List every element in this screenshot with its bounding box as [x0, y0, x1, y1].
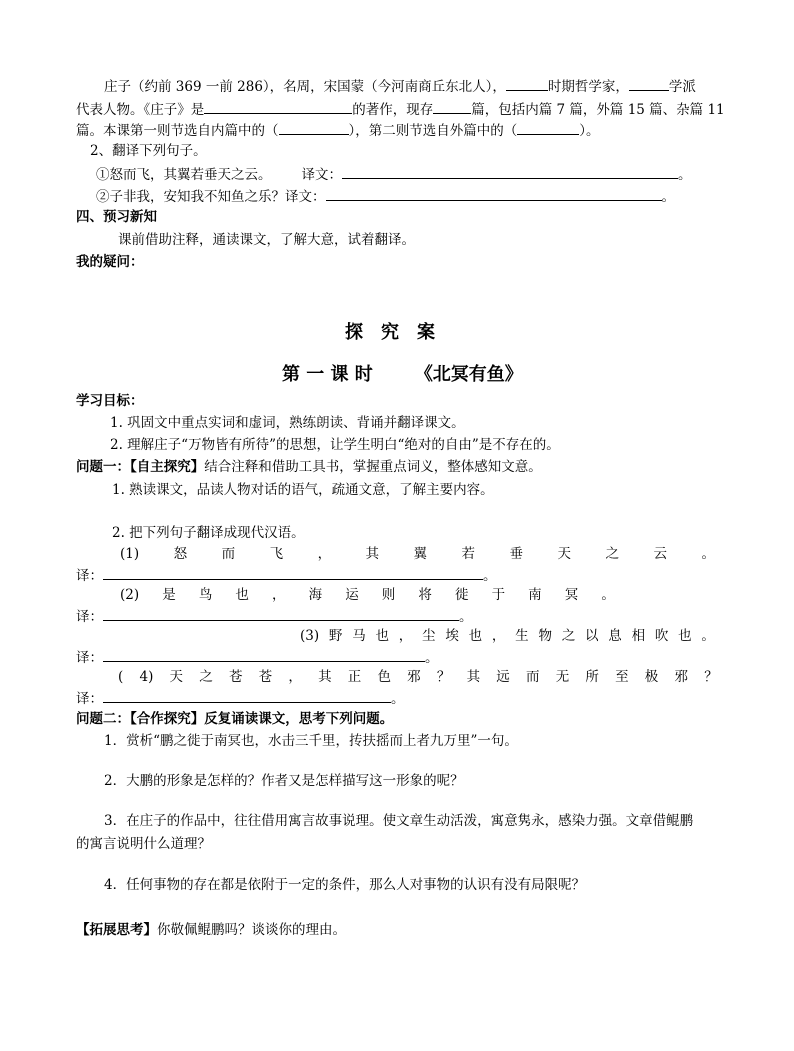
translate-heading: 2、翻译下列句子。 — [90, 143, 207, 159]
q2-item-1: 1．赏析“鹏之徙于南冥也，水击三千里，抟扶摇而上者九万里”一句。 — [104, 733, 518, 749]
sentence-char: 相 — [631, 628, 646, 644]
sentence-char: 远 — [496, 669, 510, 685]
sentence-char: 将 — [418, 587, 432, 603]
sentence-char: 南 — [528, 587, 542, 603]
sentence-char: (3) — [300, 628, 320, 644]
translation-label: 译： — [76, 568, 103, 584]
translation-label: 译文： — [301, 167, 342, 183]
sentence-text: ①怒而飞，其翼若垂天之云。 — [96, 167, 272, 183]
period: 。 — [391, 691, 405, 707]
sentence-char: ， — [317, 546, 332, 562]
translation-line-3 — [76, 648, 439, 667]
period: 。 — [678, 167, 692, 183]
sentence-char: 息 — [608, 628, 622, 644]
translate-row-3 — [300, 628, 715, 645]
q2-item-2: 2．大鹏的形象是怎样的？作者又是怎样描写这一形象的呢？ — [104, 773, 464, 789]
question-1-heading — [76, 459, 542, 476]
school-blank[interactable] — [629, 77, 669, 91]
sentence-char: 。 — [701, 546, 715, 562]
lesson-subtitle — [282, 360, 523, 386]
translation-blank[interactable] — [342, 165, 678, 179]
translation-label: 译： — [76, 650, 103, 666]
sentence-char: ， — [398, 628, 413, 644]
sentence-char: 之 — [199, 669, 213, 685]
sentence-char: ( — [118, 669, 124, 685]
sentence-char: 怒 — [173, 546, 188, 562]
sentence-char: 翼 — [413, 546, 428, 562]
translation-blank[interactable] — [103, 566, 483, 580]
sentence-char: 物 — [538, 628, 552, 644]
sentence-char: 之 — [561, 628, 576, 644]
translate-row-2 — [120, 587, 615, 604]
intro-line-2 — [76, 100, 725, 119]
q1-item-2: 2. 把下列句子翻译成现代汉语。 — [112, 525, 305, 541]
sentence-char: 而 — [221, 546, 236, 562]
intro-line-1 — [104, 77, 696, 96]
intro-text: 代表人物。《庄子》是 — [76, 102, 205, 118]
sentence-char: 则 — [381, 587, 396, 603]
outer-chapter-blank[interactable] — [517, 121, 579, 135]
sentence-char: 马 — [352, 628, 366, 644]
period: 。 — [661, 189, 675, 205]
goal-item: 1. 巩固文中重点实词和虚词，熟练朗读、背诵并翻译课文。 — [110, 415, 465, 431]
doubt-label: 我的疑问： — [76, 254, 144, 270]
sentence-char: 海 — [308, 587, 323, 603]
sentence-char: 苍 — [258, 669, 273, 685]
q2-item-4: 4．任何事物的存在都是依附于一定的条件，那么人对事物的认识有没有局限呢？ — [104, 877, 586, 893]
sentence-char: 其 — [365, 546, 380, 562]
lesson-number: 第 一 课 时 — [282, 364, 373, 385]
intro-text: 庄子（约前 369 一前 286），名周，宋国蒙（今河南商丘东北人）， — [104, 79, 506, 95]
sentence-char: 云 — [653, 546, 667, 562]
intro-text: 学派 — [668, 79, 696, 95]
intro-text: ），第二则节选自外篇中的（ — [348, 123, 518, 139]
sentence-char: 苍 — [228, 669, 243, 685]
author-blank[interactable] — [204, 100, 352, 114]
question-2-heading — [76, 711, 393, 728]
sentence-text: ②子非我，安知我不知鱼之乐？ — [96, 189, 285, 205]
extension-question — [76, 922, 346, 939]
translate-row-1 — [120, 546, 715, 563]
period: 。 — [483, 568, 497, 584]
sentence-char: 其 — [318, 669, 332, 685]
q2-item-3: 3．在庄子的作品中，往往借用寓言故事说理。使文章生动活泼，寓意隽永，感染力强。文章借鲲鹏 — [104, 813, 694, 829]
period: 。 — [425, 650, 439, 666]
sentence-char: 邪 — [407, 669, 421, 685]
sentence-char: 之 — [605, 546, 619, 562]
sentence-char: 无 — [555, 669, 570, 685]
era-blank[interactable] — [506, 77, 548, 91]
sentence-char: 所 — [585, 669, 599, 685]
intro-text: ）。 — [579, 123, 600, 139]
count-blank[interactable] — [433, 100, 471, 114]
sentence-char: 鸟 — [198, 587, 213, 603]
translation-line-2 — [76, 607, 473, 626]
sentence-char: (1) — [120, 546, 140, 562]
sentence-char: 尘 — [422, 628, 436, 644]
sentence-char: 也 — [678, 628, 692, 644]
sentence-char: 也 — [468, 628, 483, 644]
sentence-char: 生 — [515, 628, 529, 644]
sentence-char: 正 — [347, 669, 362, 685]
intro-text: 的著作，现存 — [352, 102, 434, 118]
sentence-char: 4) — [139, 669, 154, 685]
sentence-char: 运 — [345, 587, 359, 603]
translation-label: 译： — [76, 691, 103, 707]
sentence-char: 而 — [525, 669, 540, 685]
intro-line-3 — [76, 121, 600, 140]
sentence-char: 其 — [466, 669, 481, 685]
question-2-instruction: 反复诵读课文，思考下列问题。 — [204, 711, 394, 727]
sentence-char: 飞 — [269, 546, 284, 562]
sentence-char: 至 — [615, 669, 629, 685]
sentence-char: 冥 — [564, 587, 579, 603]
translation-line-4 — [76, 689, 405, 708]
intro-text: 篇，包括内篇 7 篇，外篇 15 篇、杂篇 11 — [471, 102, 725, 118]
sentence-char: 也 — [235, 587, 249, 603]
inner-chapter-blank[interactable] — [279, 121, 349, 135]
sentence-char: ， — [491, 628, 506, 644]
translation-blank[interactable] — [326, 187, 662, 201]
translate-sentence-1 — [96, 165, 692, 184]
sentence-char: ？ — [704, 669, 718, 685]
sentence-char: 极 — [644, 669, 659, 685]
translate-sentence-2 — [96, 187, 675, 206]
question-1-instruction: 结合注释和借助工具书，掌握重点词义，整体感知文意。 — [204, 459, 542, 475]
extension-label: 【拓展思考】 — [76, 922, 157, 938]
goals-heading: 学习目标： — [76, 393, 144, 409]
sentence-char: 埃 — [445, 628, 459, 644]
translate-row-4 — [118, 669, 718, 686]
period: 。 — [459, 609, 473, 625]
sentence-char: ， — [288, 669, 302, 685]
extension-text: 你敬佩鲲鹏吗？谈谈你的理由。 — [157, 922, 346, 938]
translation-blank[interactable] — [103, 607, 459, 621]
sentence-char: 。 — [601, 587, 615, 603]
sentence-char: 天 — [557, 546, 571, 562]
sentence-char: (2) — [120, 587, 140, 603]
sentence-char: 也 — [375, 628, 389, 644]
lesson-name: 《北冥有鱼》 — [414, 364, 523, 385]
translation-blank[interactable] — [103, 648, 425, 662]
translation-label: 译文： — [285, 189, 326, 205]
sentence-char: 野 — [328, 628, 343, 644]
translation-line-1 — [76, 566, 497, 585]
intro-text: 篇。本课第一则节选自内篇中的（ — [76, 123, 279, 139]
sentence-char: 徙 — [454, 587, 469, 603]
goal-item: 2. 理解庄子“万物皆有所待”的思想，让学生明白“绝对的自由”是不存在的。 — [110, 437, 560, 453]
page-title: 探 究 案 — [345, 322, 435, 343]
preview-text: 课前借助注释，通读课文，了解大意，试着翻译。 — [118, 232, 415, 248]
sentence-char: 是 — [162, 587, 176, 603]
sentence-char: 色 — [377, 669, 391, 685]
q1-item-1: 1. 熟读课文，品读人物对话的语气，疏通文意，了解主要内容。 — [112, 482, 494, 498]
sentence-char: 于 — [491, 587, 506, 603]
question-2-label: 问题二：【合作探究】 — [76, 711, 205, 727]
sentence-char: 天 — [169, 669, 184, 685]
sentence-char: ？ — [436, 669, 451, 685]
intro-text: 时期哲学家， — [547, 79, 629, 95]
preview-heading: 四、预习新知 — [76, 209, 157, 225]
sentence-char: 垂 — [509, 546, 523, 562]
translation-label: 译： — [76, 609, 103, 625]
sentence-char: 以 — [585, 628, 599, 644]
sentence-char: 邪 — [674, 669, 688, 685]
sentence-char: 吹 — [654, 628, 669, 644]
sentence-char: ， — [272, 587, 286, 603]
q2-item-3-cont: 的寓言说明什么道理？ — [76, 836, 211, 852]
sentence-char: 。 — [701, 628, 715, 644]
translation-blank[interactable] — [103, 689, 391, 703]
sentence-char: 若 — [461, 546, 476, 562]
question-1-label: 问题一：【自主探究】 — [76, 459, 205, 475]
